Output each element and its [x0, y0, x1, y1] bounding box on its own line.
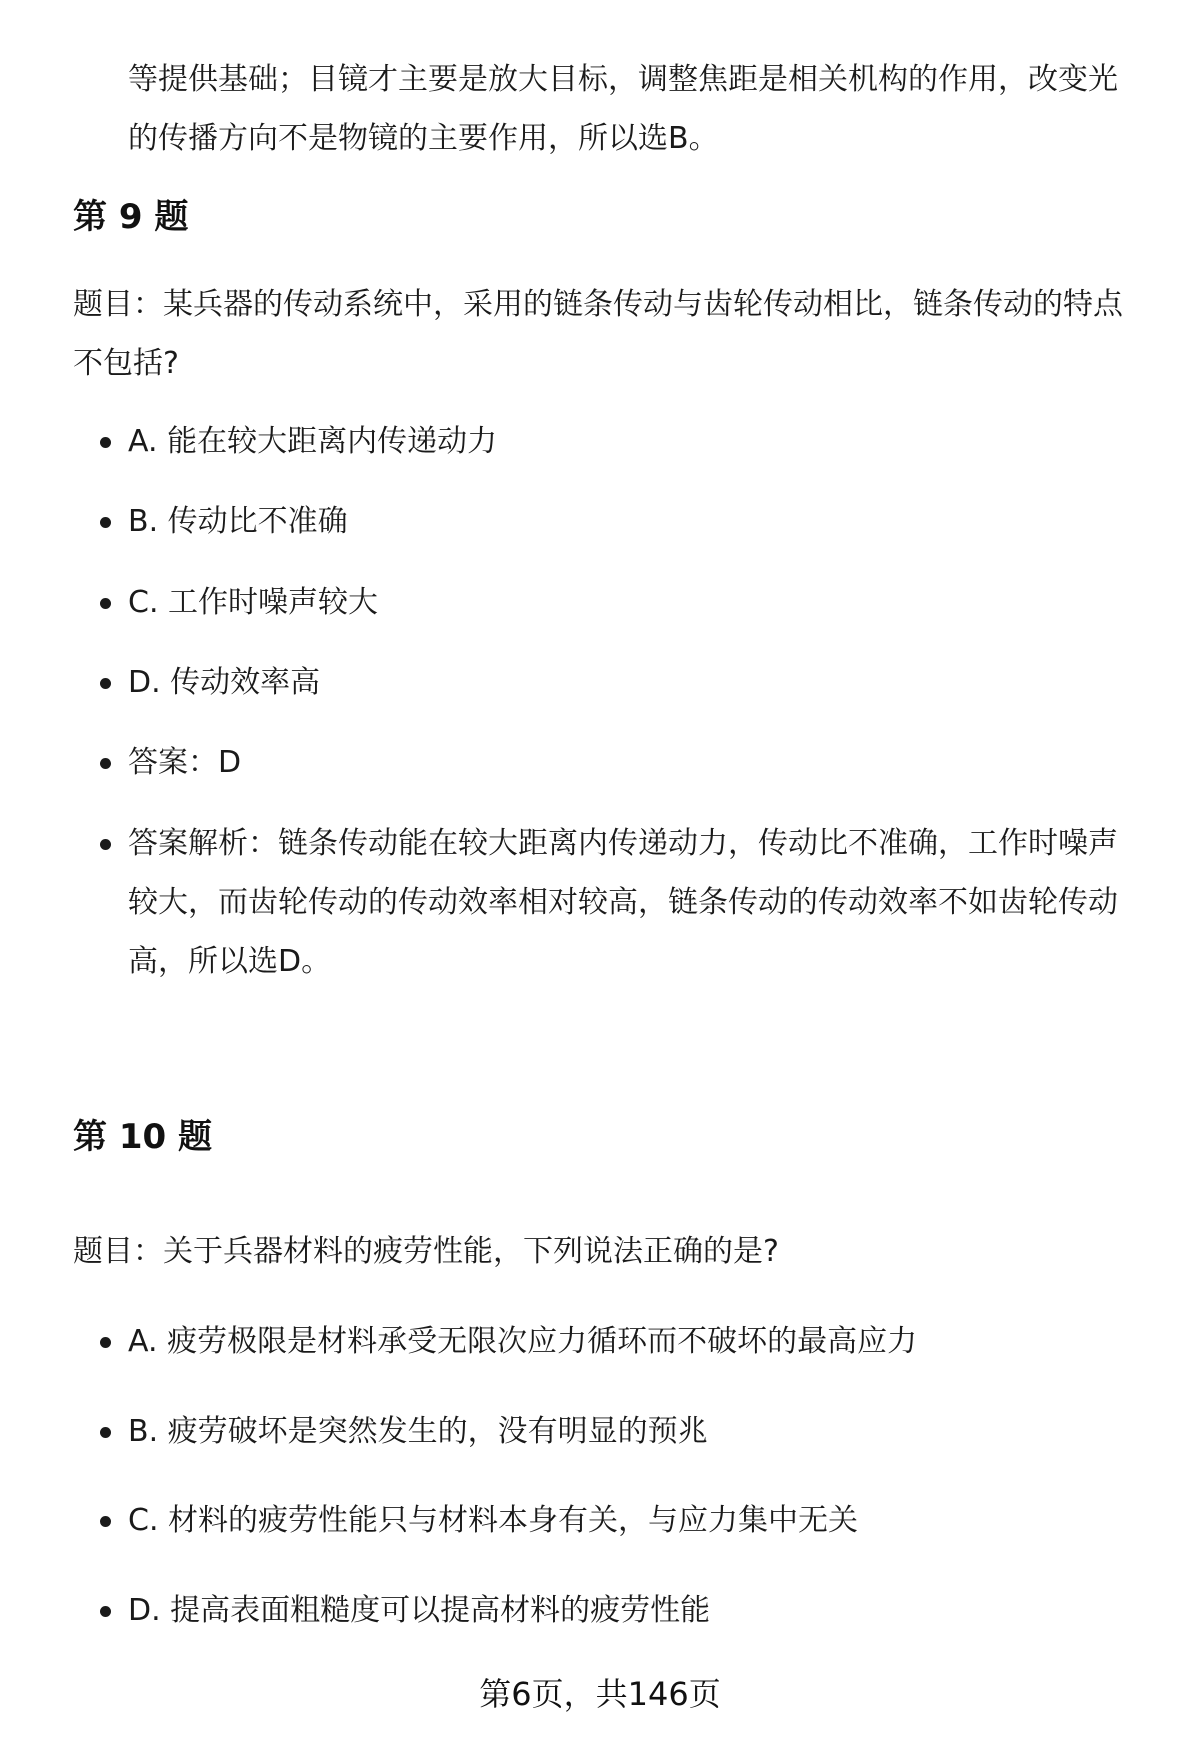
option-a: A. 疲劳极限是材料承受无限次应力循环而不破坏的最高应力: [128, 1324, 918, 1359]
bullet-icon: [100, 1606, 111, 1617]
previous-answer-continuation: 等提供基础；目镜才主要是放大目标，调整焦距是相关机构的作用，改变光的传播方向不是物镜的主要作用，所以选B。: [128, 62, 1118, 156]
option-d: D. 提高表面粗糙度可以提高材料的疲劳性能: [128, 1593, 711, 1628]
bullet-icon: [100, 517, 111, 528]
question-9-heading: 第 9 题: [73, 197, 189, 237]
option-b: B. 传动比不准确: [128, 504, 348, 539]
answer: 答案：D: [128, 745, 242, 780]
question-10-text: 题目：关于兵器材料的疲劳性能，下列说法正确的是?: [73, 1234, 779, 1269]
option-b: B. 疲劳破坏是突然发生的，没有明显的预兆: [128, 1414, 708, 1449]
bullet-icon: [100, 1516, 111, 1527]
bullet-icon: [100, 437, 111, 448]
option-c: C. 工作时噪声较大: [128, 585, 379, 620]
bullet-icon: [100, 839, 111, 850]
bullet-icon: [100, 1337, 111, 1348]
page-number-footer: 第6页，共146页: [479, 1675, 721, 1713]
answer-explanation: 答案解析：链条传动能在较大距离内传递动力，传动比不准确，工作时噪声较大，而齿轮传动的传动效率相对较高，链条传动的传动效率不如齿轮传动高，所以选D。: [128, 826, 1118, 979]
bullet-icon: [100, 678, 111, 689]
option-c: C. 材料的疲劳性能只与材料本身有关，与应力集中无关: [128, 1503, 859, 1538]
question-10-heading: 第 10 题: [73, 1117, 212, 1157]
bullet-icon: [100, 758, 111, 769]
option-a: A. 能在较大距离内传递动力: [128, 424, 498, 459]
bullet-icon: [100, 1427, 111, 1438]
bullet-icon: [100, 598, 111, 609]
option-d: D. 传动效率高: [128, 665, 321, 700]
question-9-text: 题目：某兵器的传动系统中，采用的链条传动与齿轮传动相比，链条传动的特点不包括?: [73, 287, 1123, 381]
